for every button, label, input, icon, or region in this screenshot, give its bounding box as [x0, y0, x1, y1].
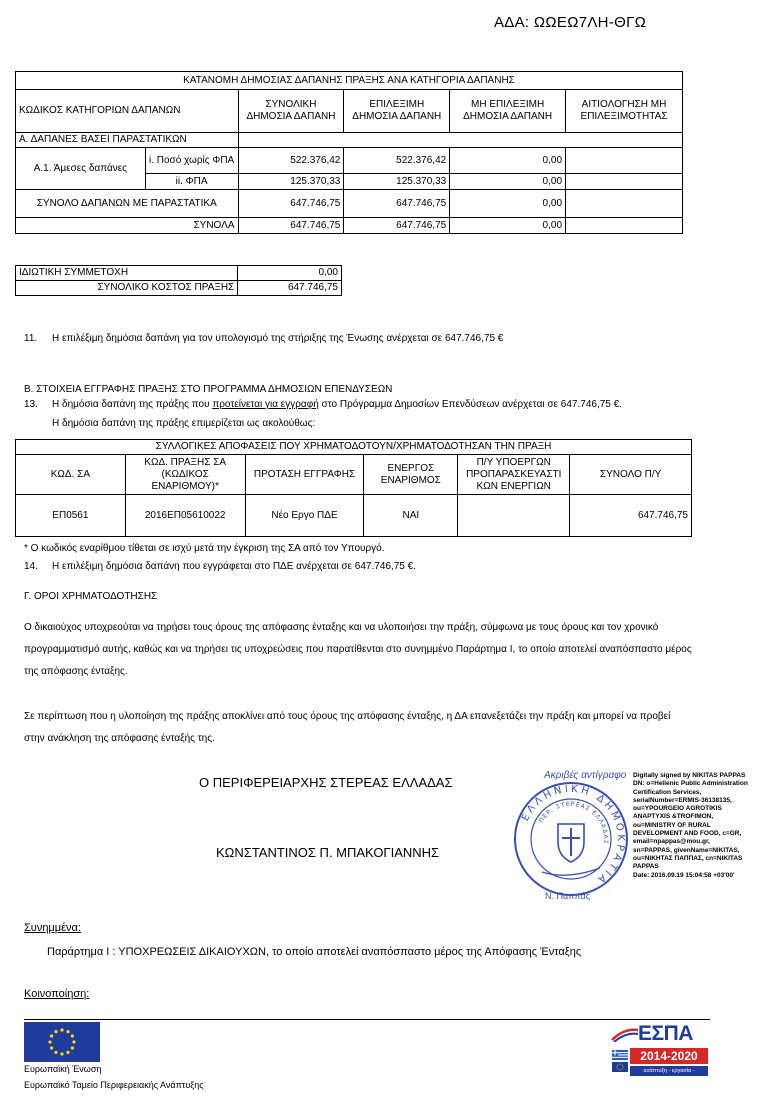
- footnote: * Ο κωδικός εναρίθμου τίθεται σε ισχύ μετά την έγκριση της ΣΑ από τον Υπουργό.: [24, 543, 385, 554]
- total-cost-label: ΣΥΝΟΛΙΚΟ ΚΟΣΤΟΣ ΠΡΑΞΗΣ: [16, 281, 238, 296]
- decisions-table: [15, 439, 692, 537]
- signatory-name: ΚΩΝΣΤΑΝΤΙΝΟΣ Π. ΜΠΑΚΟΓΙΑΝΝΗΣ: [216, 845, 440, 860]
- cc-label: Κοινοποίηση:: [24, 988, 90, 1000]
- conditions-paragraph-2: Σε περίπτωση που η υλοποίηση της πράξης αποκλίνει από τους όρους της απόφασης ένταξης, η ΔΑ επανεξετάζει την πράξη και μπορεί να προβεί στην ανάκληση της απόφασης ένταξής της.: [24, 711, 671, 744]
- greek-emblem-icon: [558, 824, 584, 862]
- header-proposal: ΠΡΟΤΑΣΗ ΕΓΓΡΑΦΗΣ: [245, 455, 364, 495]
- row-totals-total: 647.746,75: [238, 218, 344, 234]
- item-14-number: 14.: [24, 561, 38, 572]
- row-totals-label: ΣΥΝΟΛΑ: [16, 218, 239, 234]
- header-code: ΚΩΔΙΚΟΣ ΚΑΤΗΓΟΡΙΩΝ ΔΑΠΑΝΩΝ: [16, 90, 239, 133]
- row-vat-noneligible: 0,00: [450, 174, 566, 190]
- cell-prep-budget: [458, 495, 570, 537]
- row-vat-total: 125.370,33: [238, 174, 344, 190]
- stamp-inner-text: ΠΕΡ. ΣΤΕΡΕΑΣ ΕΛΛΑΔΑΣ: [537, 800, 610, 845]
- cell-sa-code: ΕΠ0561: [16, 495, 126, 537]
- espa-tagline: ανάπτυξη - εργασία - αλληλεγγύη: [630, 1066, 708, 1076]
- espa-swoosh-icon: [610, 1026, 640, 1042]
- espa-logo: [610, 1022, 710, 1084]
- eu-flag-icon: [24, 1022, 100, 1062]
- eu-label: Ευρωπαϊκή Ένωση: [24, 1064, 102, 1074]
- attachment-item: Παράρτημα Ι : ΥΠΟΧΡΕΩΣΕΙΣ ΔΙΚΑΙΟΥΧΩΝ, το οποίο αποτελεί αναπόσπαστο μέρος της Απόφασης Ένταξης: [47, 946, 582, 958]
- private-participation-label: ΙΔΙΩΤΙΚΗ ΣΥΜΜΕΤΟΧΗ: [16, 266, 238, 281]
- signatory-title: Ο ΠΕΡΙΦΕΡΕΙΑΡΧΗΣ ΣΤΕΡΕΑΣ ΕΛΛΑΔΑΣ: [199, 775, 453, 790]
- row-totals-noneligible: 0,00: [450, 218, 566, 234]
- expense-table-title: ΚΑΤΑΝΟΜΗ ΔΗΜΟΣΙΑΣ ΔΑΠΑΝΗΣ ΠΡΑΞΗΣ ΑΝΑ ΚΑΤΗΓΟΡΙΑ ΔΑΠΑΝΗΣ: [16, 72, 683, 90]
- decisions-table-title: ΣΥΛΛΟΓΙΚΕΣ ΑΠΟΦΑΣΕΙΣ ΠΟΥ ΧΡΗΜΑΤΟΔΟΤΟΥΝ/ΧΡΗΜΑΤΟΔΟΤΗΣΑΝ ΤΗΝ ΠΡΑΞΗ: [16, 440, 692, 455]
- row-net-total: 522.376,42: [238, 148, 344, 174]
- erdf-label: Ευρωπαϊκό Ταμείο Περιφερειακής Ανάπτυξης: [24, 1080, 204, 1090]
- private-table: [15, 265, 342, 296]
- greek-flag-icon: [612, 1050, 628, 1060]
- header-prep-budget: Π/Υ ΥΠΟΕΡΓΩΝ ΠΡΟΠΑΡΑΣΚΕΥΑΣΤΙ ΚΩΝ ΕΝΕΡΓΙΩΝ: [458, 455, 570, 495]
- header-reason: ΑΙΤΙΟΛΟΓΗΣΗ ΜΗ ΕΠΙΛΕΞΙΜΟΤΗΤΑΣ: [566, 90, 683, 133]
- stamp-copy-label: Ακριβές αντίγραφο: [544, 770, 627, 781]
- header-total-budget: ΣΥΝΟΛΟ Π/Υ: [570, 455, 692, 495]
- row-totals-eligible: 647.746,75: [344, 218, 450, 234]
- row-vat-label: ii. ΦΠΑ: [145, 174, 238, 190]
- row-docs-noneligible: 0,00: [450, 190, 566, 218]
- row-docs-label: ΣΥΝΟΛΟ ΔΑΠΑΝΩΝ ΜΕ ΠΑΡΑΣΤΑΤΙΚΑ: [16, 190, 239, 218]
- official-stamp: [512, 780, 630, 898]
- espa-title: ΕΣΠΑ: [638, 1022, 693, 1045]
- item-13-underlined: προτείνεται για εγγραφή: [212, 399, 319, 410]
- row-vat-eligible: 125.370,33: [344, 174, 450, 190]
- cell-active: ΝΑΙ: [364, 495, 458, 537]
- digital-signature-block: Digitally signed by NIKITAS PAPPAS DN: o=Hellenic Public Administration Certification Services, serialNumber=ERMIS-36138135, ou=YPOURGEIO AGROTIKIS ANAPTYXIS &TROFIMON, ou=MINISTRY OF RURAL DEVELOPMENT AND FOOD, c=GR, email=npappas@mou.gr, sn=PAPPAS, givenName=NIKITAS, ou=ΝΙΚΗΤΑΣ ΠΑΠΠΑΣ, cn=NIKITAS PAPPAS Date: 2016.09.19 15:04:58 +03'00': [633, 772, 748, 879]
- item-11-text: Η επιλέξιμη δημόσια δαπάνη για τον υπολογισμό της στήριξης της Ένωσης ανέρχεται σε 647.746,75 €: [52, 333, 504, 344]
- item-13-subtext: Η δημόσια δαπάνη της πράξης επιμερίζεται ως ακολούθως:: [52, 418, 316, 429]
- item-13-number: 13.: [24, 399, 38, 410]
- a1-label: Α.1. Άμεσες δαπάνες: [16, 148, 146, 190]
- header-active: ΕΝΕΡΓΟΣ ΕΝΑΡΙΘΜΟΣ: [364, 455, 458, 495]
- row-net-noneligible: 0,00: [450, 148, 566, 174]
- footer-divider: [24, 1019, 710, 1020]
- row-net-label: i. Ποσό χωρίς ΦΠΑ: [145, 148, 238, 174]
- header-eligible: ΕΠΙΛΕΞΙΜΗ ΔΗΜΟΣΙΑ ΔΑΠΑΝΗ: [344, 90, 450, 133]
- conditions-paragraph-1: Ο δικαιούχος υποχρεούται να τηρήσει τους όρους της απόφασης ένταξης και να υλοποιήσει την πράξη, σύμφωνα με τους όρους και τον χρονικό προγραμματισμό αυτής, καθώς και να τηρήσει τις υποχρεώσεις που παρατίθενται στο συνημμένο Παράρτημα Ι, το οποίο αποτελεί αναπόσπαστο μέρος της απόφασης ένταξης.: [24, 622, 692, 677]
- item-14-text: Η επιλέξιμη δημόσια δαπάνη που εγγράφεται στο ΠΔΕ ανέρχεται σε 647.746,75 €.: [52, 561, 416, 572]
- header-project-code: ΚΩΔ. ΠΡΑΞΗΣ ΣΑ (ΚΩΔΙΚΟΣ ΕΝΑΡΙΘΜΟΥ)*: [125, 455, 245, 495]
- row-docs-eligible: 647.746,75: [344, 190, 450, 218]
- header-noneligible: ΜΗ ΕΠΙΛΕΞΙΜΗ ΔΗΜΟΣΙΑ ΔΑΠΑΝΗ: [450, 90, 566, 133]
- section-a-label: Α. ΔΑΠΑΝΕΣ ΒΑΣΕΙ ΠΑΡΑΣΤΑΤΙΚΩΝ: [16, 133, 239, 148]
- expense-table: [15, 71, 683, 234]
- header-sa-code: ΚΩΔ. ΣΑ: [16, 455, 126, 495]
- cell-proposal: Νέο Εργο ΠΔΕ: [245, 495, 364, 537]
- total-cost-value: 647.746,75: [238, 281, 342, 296]
- eu-mini-flag-icon: [612, 1062, 628, 1072]
- section-b-heading: Β. ΣΤΟΙΧΕΙΑ ΕΓΓΡΑΦΗΣ ΠΡΑΞΗΣ ΣΤΟ ΠΡΟΓΡΑΜΜΑ ΔΗΜΟΣΙΩΝ ΕΠΕΝΔΥΣΕΩΝ: [24, 384, 393, 395]
- item-11-number: 11.: [24, 333, 38, 344]
- private-participation-value: 0,00: [238, 266, 342, 281]
- row-docs-total: 647.746,75: [238, 190, 344, 218]
- ada-code: ΑΔΑ: ΩΩΕΩ7ΛΗ-ΘΓΩ: [494, 14, 647, 31]
- section-c-heading: Γ. ΟΡΟΙ ΧΡΗΜΑΤΟΔΟΤΗΣΗΣ: [24, 591, 158, 602]
- cell-total-budget: 647.746,75: [570, 495, 692, 537]
- item-13-text: Η δημόσια δαπάνη της πράξης που προτείνεται για εγγραφή στο Πρόγραμμα Δημοσίων Επενδύσεων ανέρχεται σε 647.746,75 €.: [52, 399, 622, 410]
- attachments-label: Συνημμένα:: [24, 922, 81, 934]
- row-net-eligible: 522.376,42: [344, 148, 450, 174]
- cell-project-code: 2016ΕΠ05610022: [125, 495, 245, 537]
- espa-years: 2014-2020: [630, 1048, 708, 1064]
- stamp-ring-text: ΕΛΛΗΝΙΚΗ ΔΗΜΟΚΡΑΤΙΑ: [519, 783, 627, 887]
- stamp-signature: Ν. Παππάς: [545, 891, 591, 901]
- header-total: ΣΥΝΟΛΙΚΗ ΔΗΜΟΣΙΑ ΔΑΠΑΝΗ: [238, 90, 344, 133]
